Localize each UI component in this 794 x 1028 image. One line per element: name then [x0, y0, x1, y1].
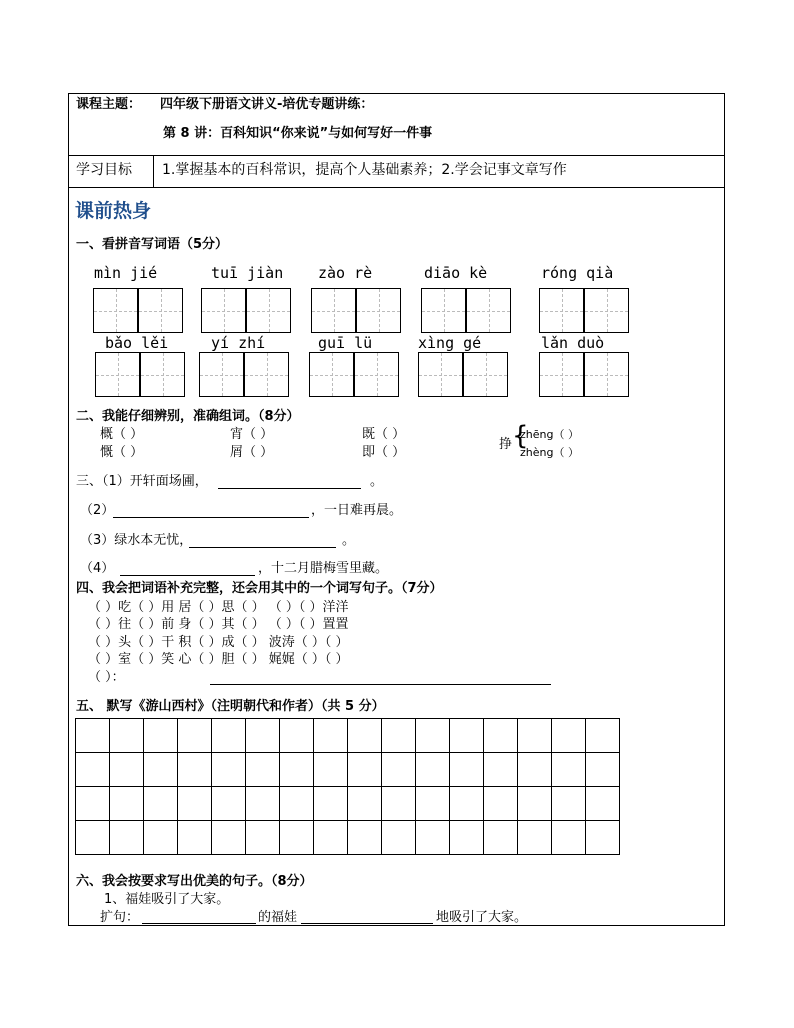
q2-title: 二、我能仔细辨别，准确组词。（8分）	[76, 409, 300, 424]
word-item: 概（ ）	[100, 427, 144, 442]
polyphone-item: zhēng（ ）	[520, 428, 579, 441]
answer-line[interactable]	[113, 517, 309, 518]
goal-value: 1.掌握基本的百科常识，提高个人基础素养；2.学会记事文章写作	[162, 162, 567, 178]
pinyin: zào rè	[318, 264, 373, 282]
poem-suffix: 。	[342, 533, 356, 548]
topic-value: 四年级下册语文讲义-培优专题讲练：	[160, 97, 374, 112]
q6-title: 六、我会按要求写出优美的句子。（8分）	[76, 874, 313, 889]
q1-title: 一、看拼音写词语（5分）	[76, 237, 229, 252]
writing-box[interactable]	[95, 352, 140, 397]
writing-box[interactable]	[539, 288, 584, 333]
writing-box[interactable]	[244, 352, 289, 397]
poem-prefix: （3）绿水本无忧，	[80, 533, 193, 548]
writing-box[interactable]	[201, 288, 246, 333]
writing-box[interactable]	[539, 352, 584, 397]
warmup-title: 课前热身	[75, 200, 152, 222]
answer-line[interactable]	[210, 684, 551, 685]
pinyin: tuī jiàn	[211, 264, 284, 282]
idiom-line: （ ）往（ ）前 身（ ）其（ ） （ ）（ ）置置	[88, 617, 349, 632]
pinyin: mìn jié	[94, 264, 158, 282]
poem-suffix: ，一日难再晨。	[311, 503, 403, 518]
writing-box[interactable]	[584, 288, 629, 333]
word-item: 慨（ ）	[100, 445, 144, 460]
writing-box[interactable]	[584, 352, 629, 397]
writing-box[interactable]	[309, 352, 354, 397]
expand-end: 地吸引了大家。	[436, 910, 528, 925]
writing-grid[interactable]	[75, 718, 620, 855]
pinyin: xìng gé	[418, 334, 482, 352]
idiom-line: （ ）头（ ）干 积（ ）成（ ） 波涛（ ）（ ）	[88, 635, 349, 650]
answer-line[interactable]	[189, 547, 336, 548]
answer-line[interactable]	[120, 575, 255, 576]
writing-box[interactable]	[93, 288, 138, 333]
pinyin: róng qià	[541, 264, 614, 282]
writing-box[interactable]	[463, 352, 508, 397]
poem-prefix: （4）	[80, 561, 115, 576]
goal-divider	[68, 187, 725, 188]
writing-box[interactable]	[199, 352, 244, 397]
goal-label: 学习目标	[76, 162, 132, 178]
writing-box[interactable]	[311, 288, 356, 333]
topic-label: 课程主题：	[76, 97, 142, 112]
writing-box[interactable]	[138, 288, 183, 333]
pinyin: lǎn duò	[541, 334, 605, 352]
q4-title: 四、我会把词语补充完整，还会用其中的一个词写句子。（7分）	[76, 581, 443, 596]
word-item: 宵（ ）	[230, 427, 274, 442]
expand-mid: 的福娃	[258, 910, 298, 925]
word-item: 既（ ）	[362, 427, 406, 442]
writing-box[interactable]	[466, 288, 511, 333]
answer-line[interactable]	[142, 923, 256, 924]
pinyin: bǎo lěi	[105, 334, 169, 352]
writing-box[interactable]	[356, 288, 401, 333]
poem-suffix: 。	[370, 474, 384, 489]
lecture-title: 第 8 讲：百科知识“你来说”与如何写好一件事	[163, 126, 433, 141]
poem-prefix: 三、（1）开轩面场圃，	[76, 474, 208, 489]
answer-line[interactable]	[301, 923, 433, 924]
poem-suffix: ，十二月腊梅雪里藏。	[258, 561, 389, 576]
sentence-prompt: （ ）：	[88, 670, 125, 685]
writing-box[interactable]	[421, 288, 466, 333]
word-item: 即（ ）	[362, 445, 406, 460]
poem-prefix: （2）	[80, 503, 115, 518]
writing-box[interactable]	[354, 352, 399, 397]
answer-line[interactable]	[218, 488, 361, 489]
brace-icon: {	[512, 421, 529, 451]
writing-box[interactable]	[140, 352, 185, 397]
header-divider	[68, 155, 725, 156]
pinyin: guī lü	[318, 334, 373, 352]
pinyin: yí zhí	[211, 334, 266, 352]
writing-box[interactable]	[246, 288, 291, 333]
pinyin: diāo kè	[424, 264, 488, 282]
sentence-item: 1、福娃吸引了大家。	[104, 892, 230, 907]
goal-label-divider	[153, 155, 154, 187]
q5-title: 五、 默写《游山西村》（注明朝代和作者）（共 5 分）	[76, 699, 385, 714]
idiom-line: （ ）吃（ ）用 居（ ）思（ ） （ ）（ ）洋洋	[88, 600, 349, 615]
polyphone-char: 挣	[499, 437, 513, 452]
word-item: 屑（ ）	[230, 445, 274, 460]
writing-box[interactable]	[418, 352, 463, 397]
polyphone-item: zhèng（ ）	[520, 446, 579, 459]
expand-label: 扩句：	[100, 910, 140, 925]
idiom-line: （ ）室（ ）笑 心（ ）胆（ ） 娓娓（ ）（ ）	[88, 652, 349, 667]
